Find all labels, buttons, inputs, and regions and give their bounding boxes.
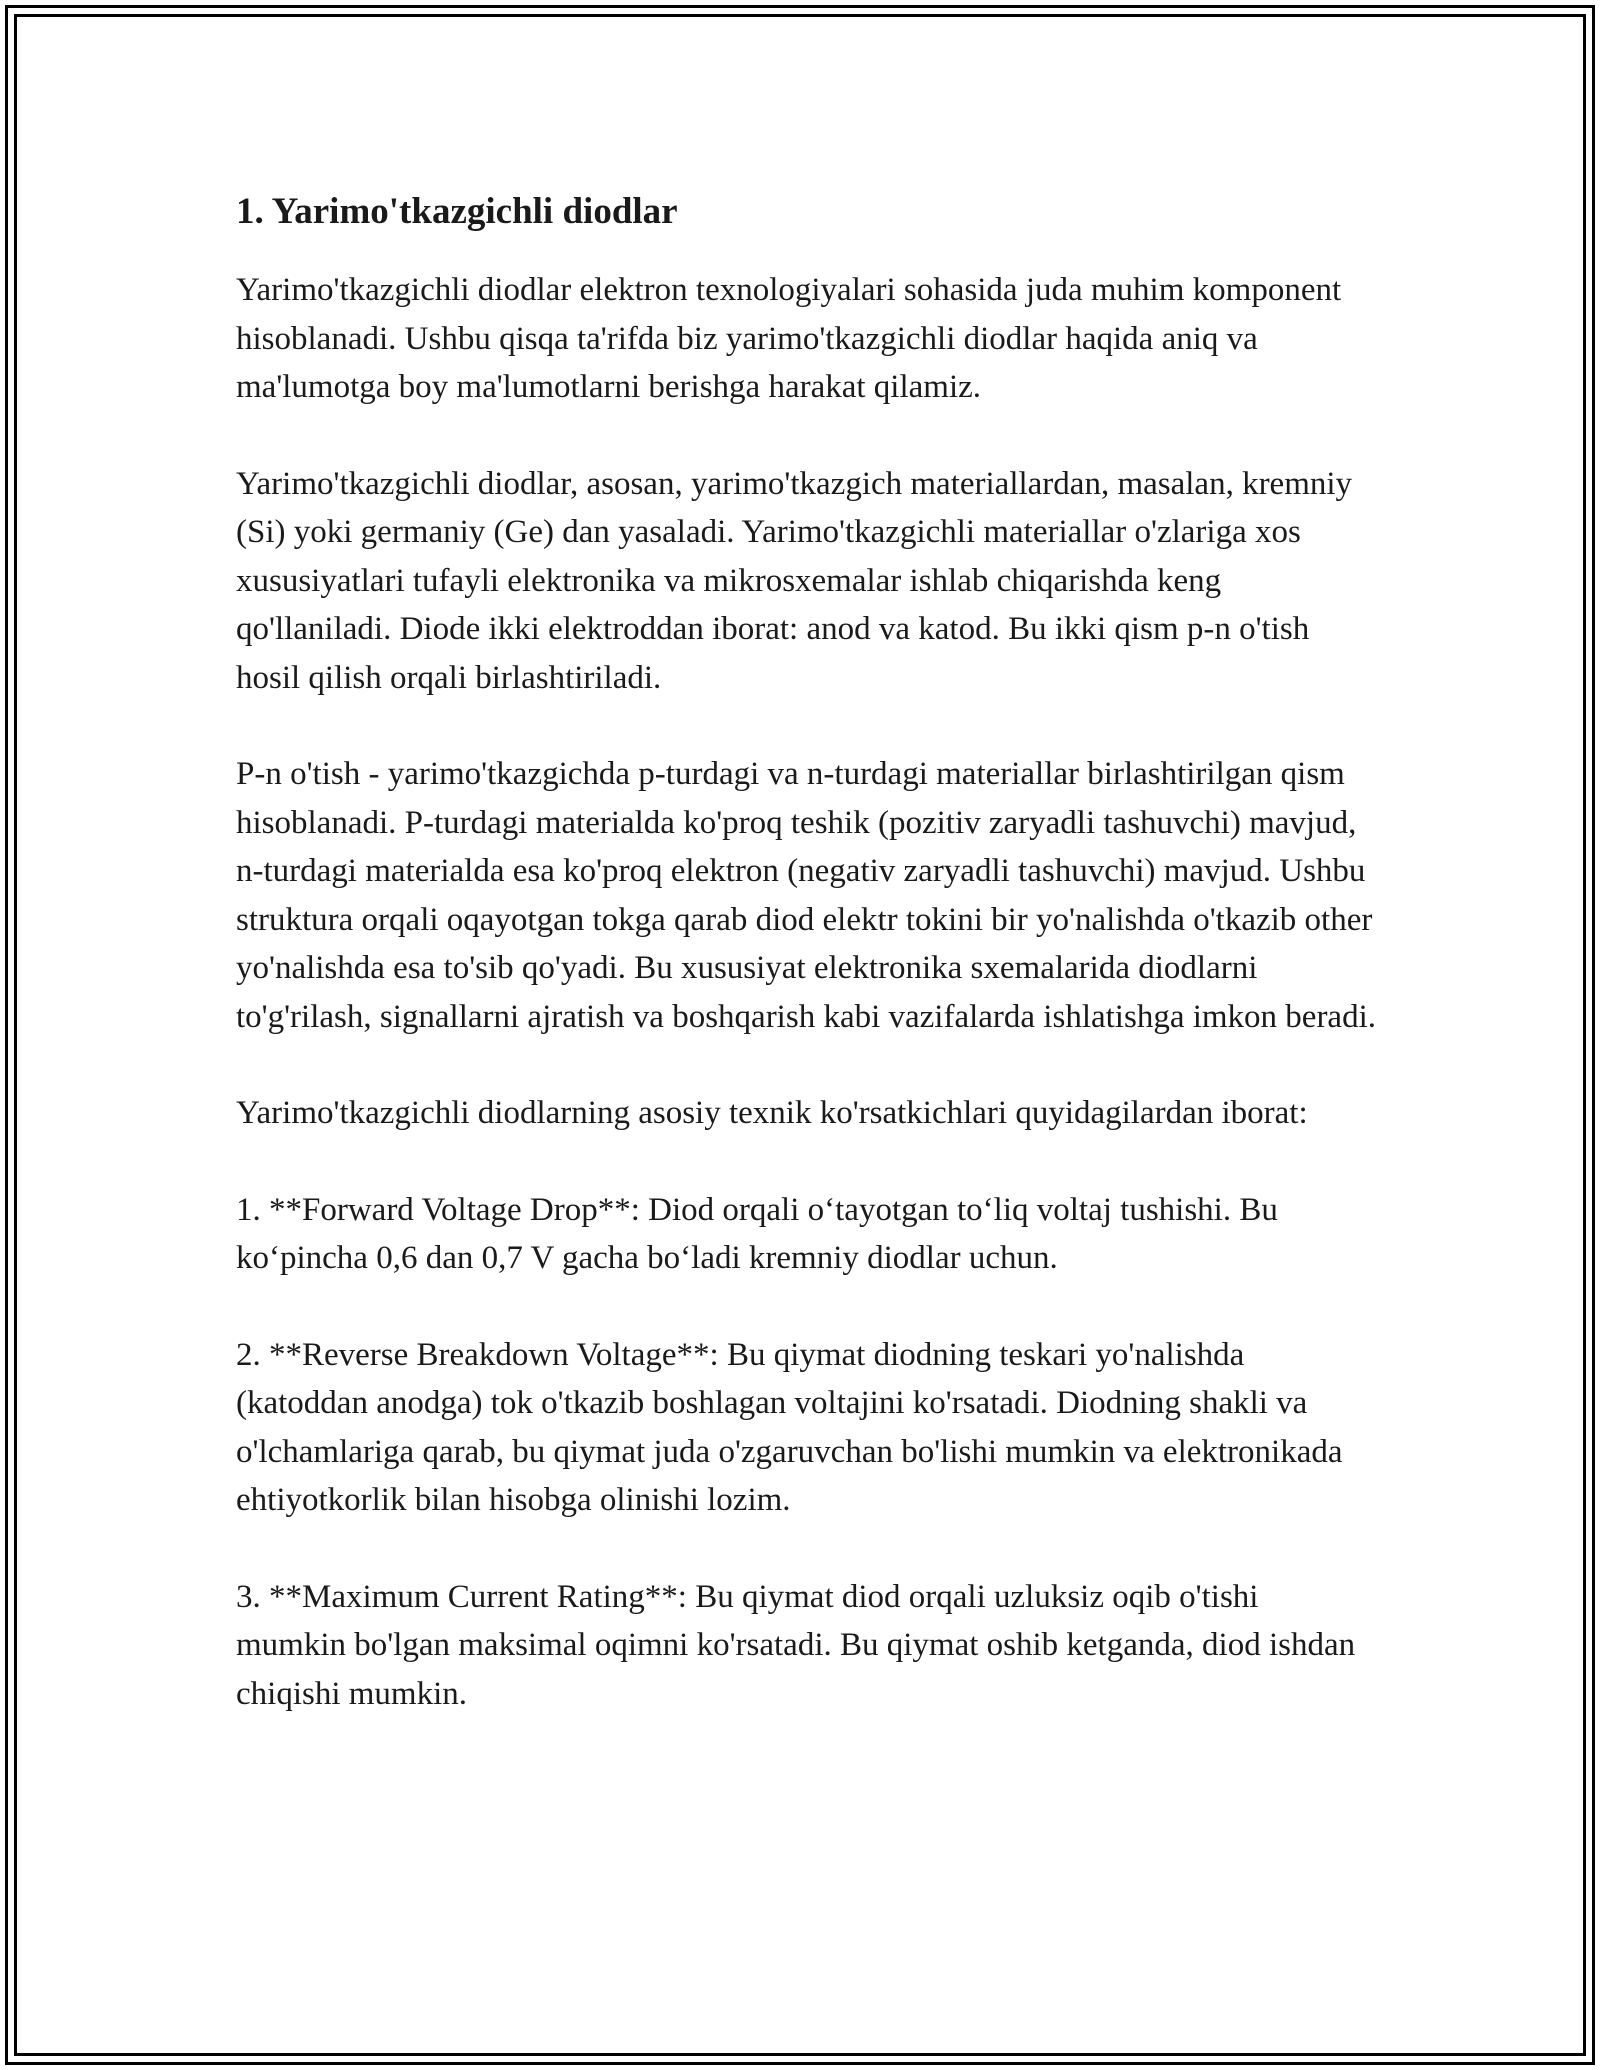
- paragraph-pn-junction: P-n o'tish - yarimo'tkazgichda p-turdagi va n-turdagi materiallar birlashtirilgan qism hisoblanadi. P-turdagi materialda ko'proq teshik (pozitiv zaryadli tashuvchi) mavjud, n-turdagi materialda esa ko'proq elektron (negativ zaryadli tashuvchi) mavjud. Ushbu struktura orqali oqayotgan tokga qarab diod elektr tokini bir yo'nalishda o'tkazib other yo'nalishda esa to'sib qo'yadi. Bu xususiyat elektronika sxemalarida diodlarni to'g'rilash, signallarni ajratish va boshqarish kabi vazifalarda ishlatishga imkon beradi.: [236, 756, 1376, 1035]
- list-item-forward-voltage: 1. **Forward Voltage Drop**: Diod orqali oʻtayotgan toʻliq voltaj tushishi. Bu koʻpincha 0,6 dan 0,7 V gacha boʻladi kremniy diodlar uchun.: [236, 1191, 1278, 1276]
- paragraph-specs-intro: Yarimo'tkazgichli diodlarning asosiy texnik ko'rsatkichlari quyidagilardan iborat:: [236, 1095, 1308, 1131]
- list-item-reverse-breakdown: 2. **Reverse Breakdown Voltage**: Bu qiymat diodning teskari yo'nalishda (katoddan anodga) tok o'tkazib boshlagan voltajini ko'rsatadi. Diodning shakli va o'lchamlariga qarab, bu qiymat juda o'zgaruvchan bo'lishi mumkin va elektronikada ehtiyotkorlik bilan hisobga olinishi lozim.: [236, 1336, 1343, 1518]
- paragraph-materials: Yarimo'tkazgichli diodlar, asosan, yarimo'tkazgich materiallardan, masalan, kremniy (Si) yoki germaniy (Ge) dan yasaladi. Yarimo'tkazgichli materiallar o'zlariga xos xususiyatlari tufayli elektronika va mikrosxemalar ishlab chiqarishda keng qo'llaniladi. Diode ikki elektroddan iborat: anod va katod. Bu ikki qism p-n o'tish hosil qilish orqali birlashtiriladi.: [236, 465, 1353, 696]
- document-body: [236, 186, 1376, 1718]
- section-heading: 1. Yarimo'tkazgichli diodlar: [236, 191, 678, 232]
- paragraph-intro: Yarimo'tkazgichli diodlar elektron texnologiyalari sohasida juda muhim komponent hisoblanadi. Ushbu qisqa ta'rifda biz yarimo'tkazgichli diodlar haqida aniq va ma'lumotga boy ma'lumotlarni berishga harakat qilamiz.: [236, 272, 1342, 405]
- list-item-max-current: 3. **Maximum Current Rating**: Bu qiymat diod orqali uzluksiz oqib o'tishi mumkin bo'lgan maksimal oqimni ko'rsatadi. Bu qiymat oshib ketganda, diod ishdan chiqishi mumkin.: [236, 1578, 1356, 1712]
